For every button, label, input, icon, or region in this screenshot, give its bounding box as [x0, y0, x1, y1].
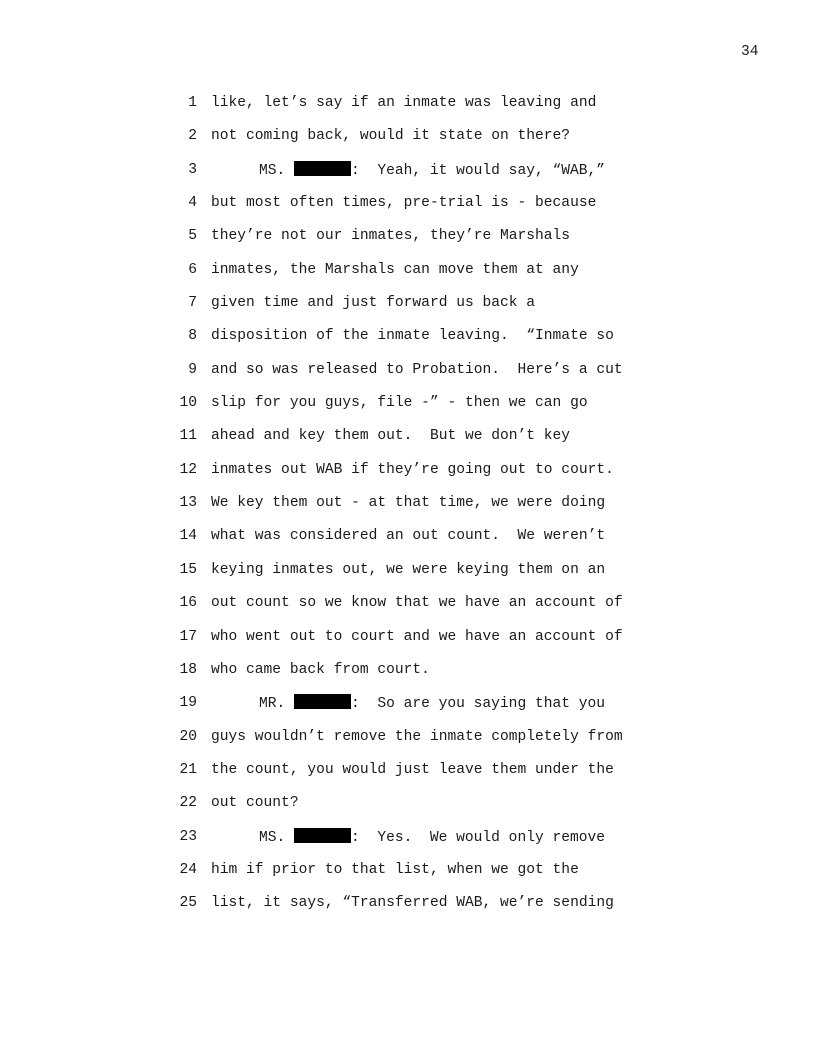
line-number: 13 [179, 495, 197, 512]
line-number: 23 [179, 828, 197, 845]
transcript-line-speaker [0, 828, 816, 861]
transcript-line [0, 94, 816, 127]
speaker-title: MS. [259, 829, 286, 846]
line-text: out count so we know that we have an account of [211, 595, 623, 612]
line-text: given time and just forward us back a [211, 295, 536, 312]
speaker-line [259, 694, 605, 714]
line-number: 25 [179, 895, 197, 912]
transcript-line [0, 794, 816, 827]
line-number: 17 [179, 628, 197, 645]
transcript-line [0, 861, 816, 894]
line-text: We key them out - at that time, we were doing [211, 495, 606, 512]
line-number: 18 [179, 661, 197, 678]
line-text: him if prior to that list, when we got the [211, 861, 579, 878]
line-number: 14 [179, 528, 197, 545]
line-text: they’re not our inmates, they’re Marshals [211, 228, 571, 245]
line-number: 19 [179, 695, 197, 712]
line-text: and so was released to Probation. Here’s a cut [211, 361, 623, 378]
transcript-line [0, 361, 816, 394]
line-text: inmates, the Marshals can move them at any [211, 261, 579, 278]
line-text: disposition of the inmate leaving. “Inmate so [211, 328, 614, 345]
transcript-line [0, 728, 816, 761]
line-number: 22 [179, 795, 197, 812]
line-text: not coming back, would it state on there? [211, 128, 571, 145]
line-number: 21 [179, 761, 197, 778]
speaker-line [259, 828, 605, 848]
transcript-line [0, 661, 816, 694]
line-text: who came back from court. [211, 661, 430, 678]
line-text: slip for you guys, file -” - then we can go [211, 395, 588, 412]
line-text: keying inmates out, we were keying them on an [211, 561, 606, 578]
line-number: 1 [188, 95, 197, 111]
line-text: who went out to court and we have an account of [211, 628, 623, 645]
line-text: out count? [211, 795, 299, 812]
redacted-name-block [294, 828, 351, 843]
speaker-statement: : So are you saying that you [351, 696, 606, 713]
line-number: 8 [188, 328, 197, 345]
redacted-name-block [294, 161, 351, 176]
transcript-line [0, 427, 816, 460]
speaker-title: MR. [259, 696, 286, 713]
transcript-line [0, 194, 816, 227]
line-number: 5 [188, 228, 197, 245]
transcript-line [0, 261, 816, 294]
line-text: what was considered an out count. We weren’t [211, 528, 606, 545]
line-number: 10 [179, 395, 197, 412]
line-number: 15 [179, 561, 197, 578]
transcript-line-speaker [0, 694, 816, 727]
transcript-line [0, 327, 816, 360]
line-number: 24 [179, 861, 197, 878]
transcript-line [0, 761, 816, 794]
transcript-line [0, 527, 816, 560]
transcript-line [0, 894, 816, 927]
transcript-line-speaker [0, 161, 816, 194]
line-text: inmates out WAB if they’re going out to court. [211, 461, 614, 478]
speaker-statement: : Yes. We would only remove [351, 829, 606, 846]
transcript-line [0, 227, 816, 260]
transcript-line [0, 628, 816, 661]
line-text: guys wouldn’t remove the inmate completely from [211, 728, 623, 745]
line-text: the count, you would just leave them under the [211, 761, 614, 778]
speaker-statement: : Yeah, it would say, “WAB,” [351, 162, 606, 179]
transcript-line [0, 594, 816, 627]
redacted-name-block [294, 694, 351, 709]
line-number: 3 [188, 161, 197, 178]
line-text: ahead and key them out. But we don’t key [211, 428, 571, 445]
line-number: 12 [179, 461, 197, 478]
line-number: 16 [179, 595, 197, 612]
transcript-line [0, 461, 816, 494]
line-number: 7 [188, 295, 197, 312]
transcript-line [0, 394, 816, 427]
page-number: 34 [741, 44, 759, 60]
line-text: list, it says, “Transferred WAB, we’re sending [211, 895, 614, 912]
transcript-line [0, 494, 816, 527]
line-number: 20 [179, 728, 197, 745]
speaker-line [259, 161, 605, 181]
transcript-line [0, 294, 816, 327]
transcript-line [0, 127, 816, 160]
transcript-body [0, 94, 816, 928]
transcript-line [0, 561, 816, 594]
line-number: 6 [188, 261, 197, 278]
line-text: like, let’s say if an inmate was leaving and [211, 95, 597, 111]
speaker-title: MS. [259, 162, 286, 179]
line-number: 4 [188, 195, 197, 212]
line-number: 11 [179, 428, 197, 445]
line-number: 9 [188, 361, 197, 378]
line-text: but most often times, pre-trial is - because [211, 195, 597, 212]
line-number: 2 [188, 128, 197, 145]
